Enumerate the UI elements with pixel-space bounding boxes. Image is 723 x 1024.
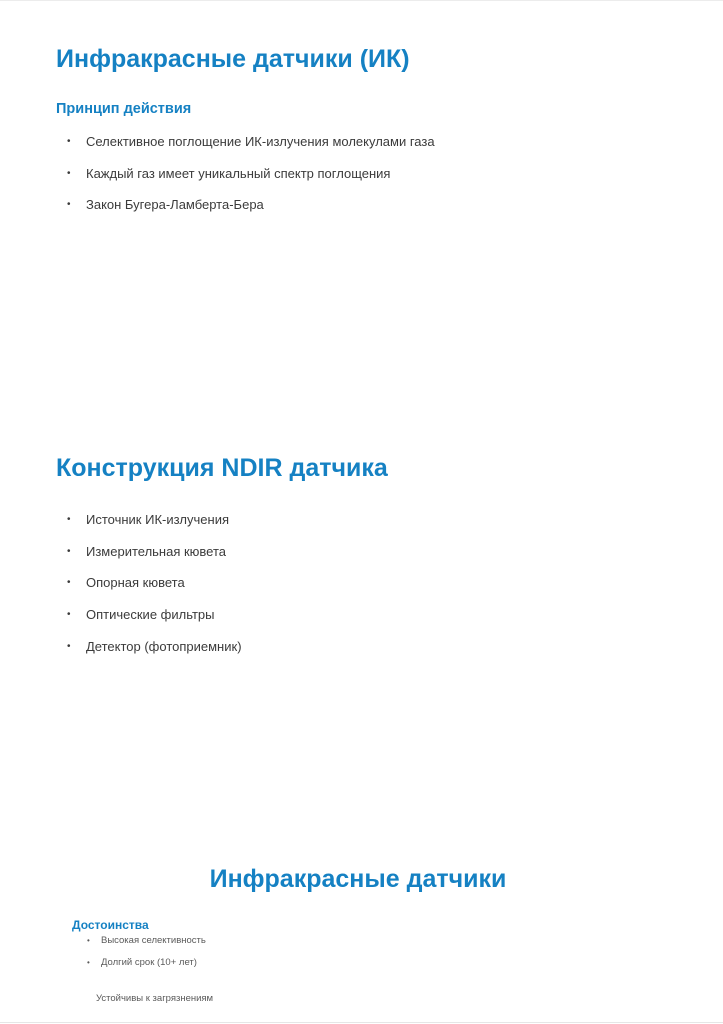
slide3-bullet-list bbox=[87, 935, 206, 969]
list-item-text: Источник ИК-излучения bbox=[86, 512, 229, 527]
list-item bbox=[56, 575, 242, 591]
list-item-text: Селективное поглощение ИК-излучения молекулами газа bbox=[86, 134, 435, 149]
slide3-extra-text: Устойчивы к загрязнениям bbox=[96, 993, 214, 1004]
list-item-text: Высокая селективность bbox=[101, 935, 206, 946]
bullet-icon: • bbox=[67, 640, 71, 652]
list-item bbox=[56, 134, 435, 150]
bullet-icon: • bbox=[67, 514, 71, 525]
bullet-icon: • bbox=[67, 199, 71, 211]
list-item bbox=[56, 607, 242, 623]
bullet-icon: • bbox=[67, 609, 71, 621]
slide1-bullet-list bbox=[56, 134, 435, 213]
list-item bbox=[56, 197, 435, 213]
list-item bbox=[56, 639, 242, 655]
list-item-text: Опорная кювета bbox=[86, 575, 185, 591]
list-item-text: Долгий срок (10+ лет) bbox=[101, 957, 197, 968]
list-item bbox=[87, 935, 206, 947]
slide3-subtitle: Достоинства bbox=[72, 918, 149, 932]
list-item-text: Оптические фильтры bbox=[86, 607, 215, 623]
bullet-icon: • bbox=[87, 958, 90, 967]
list-item bbox=[56, 512, 242, 528]
bottom-divider bbox=[0, 1022, 723, 1023]
list-item-text: Измерительная кювета bbox=[86, 543, 227, 559]
bullet-icon: • bbox=[67, 577, 71, 589]
list-item-text: Каждый газ имеет уникальный спектр поглощения bbox=[86, 165, 391, 181]
list-item bbox=[56, 544, 242, 560]
bullet-icon: • bbox=[67, 167, 71, 179]
top-divider bbox=[0, 0, 723, 1]
slide3-title: Инфракрасные датчики bbox=[209, 865, 507, 893]
list-item-text: Детектор (фотоприемник) bbox=[86, 638, 242, 654]
bullet-icon: • bbox=[87, 936, 90, 945]
bullet-icon: • bbox=[67, 545, 71, 557]
bullet-icon: • bbox=[67, 136, 71, 147]
list-item bbox=[56, 166, 435, 182]
slide1-title: Инфракрасные датчики (ИК) bbox=[56, 45, 410, 73]
slide2-title: Конструкция NDIR датчика bbox=[56, 454, 388, 482]
list-item bbox=[87, 957, 206, 969]
slide2-bullet-list bbox=[56, 512, 242, 655]
list-item-text: Закон Бугера-Ламберта-Бера bbox=[86, 197, 264, 213]
slide1-subtitle: Принцип действия bbox=[56, 101, 192, 117]
